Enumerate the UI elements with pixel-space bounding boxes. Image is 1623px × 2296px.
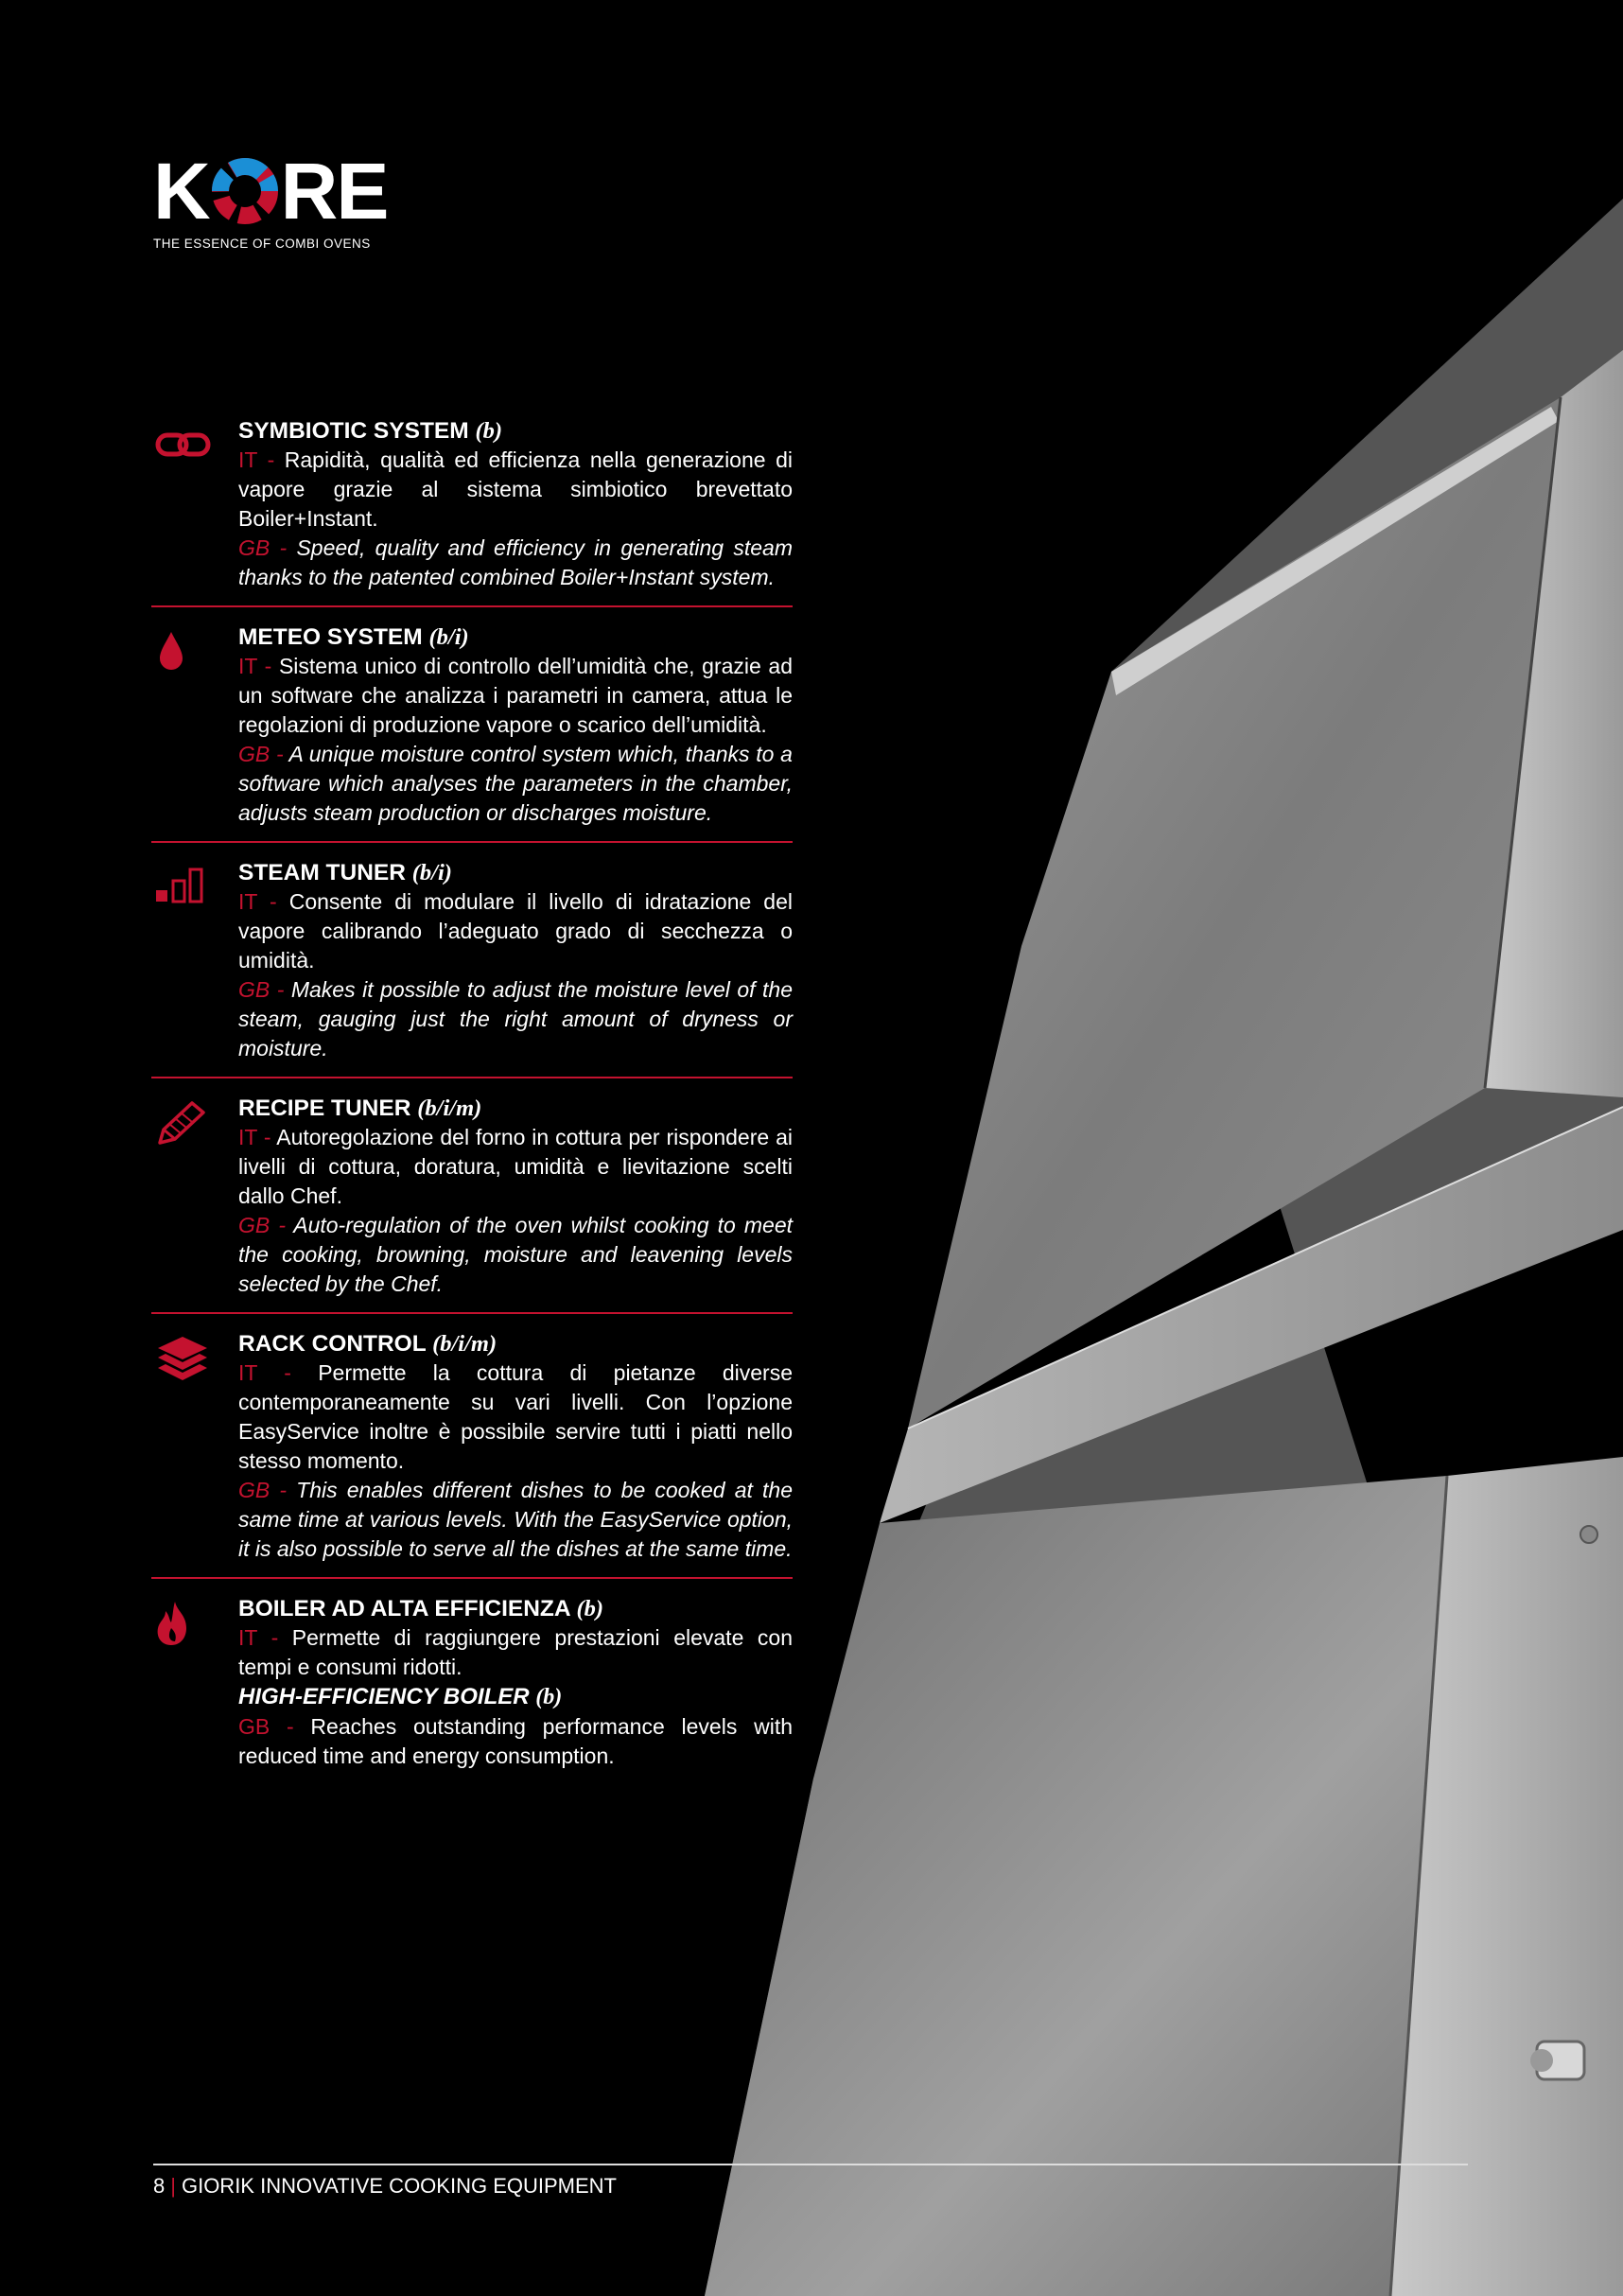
feature-text-gb: GB - Speed, quality and efficiency in generating steam thanks to the patented combined Boiler+Instant system.	[238, 535, 793, 589]
pencil-icon	[154, 1099, 213, 1147]
feature-rack-control	[151, 1329, 793, 1579]
logo-letters-re: RE	[280, 147, 388, 236]
logo-ring-icon	[211, 157, 279, 225]
feature-title: METEO SYSTEM (b/i)	[238, 624, 469, 650]
feature-title: RECIPE TUNER (b/i/m)	[238, 1095, 482, 1121]
feature-steam-tuner	[151, 858, 793, 1078]
feature-text-gb: GB - Auto-regulation of the oven whilst cooking to meet the cooking, browning, moisture and leavening levels selected by the Chef.	[238, 1213, 793, 1296]
feature-recipe-tuner	[151, 1094, 793, 1314]
feature-title: SYMBIOTIC SYSTEM (b)	[238, 418, 503, 444]
feature-title: STEAM TUNER (b/i)	[238, 860, 452, 885]
flame-icon	[154, 1600, 213, 1647]
chain-link-icon	[154, 422, 213, 469]
feature-text-it: IT - Permette la cottura di pietanze diverse contemporaneamente su vari livelli. Con l’opzione EasyService inoltre è possibile servire tutti i piatti nello stesso momento.	[238, 1360, 794, 1473]
footer-company: GIORIK INNOVATIVE COOKING EQUIPMENT	[181, 2174, 617, 2198]
feature-subtitle-gb: HIGH-EFFICIENCY BOILER (b)	[238, 1684, 563, 1709]
water-drop-icon	[154, 628, 213, 675]
feature-text-gb: GB - A unique moisture control system which, thanks to a software which analyses the parameters in the chamber, adjusts steam production or discharges moisture.	[238, 742, 793, 825]
feature-text-gb: GB - This enables different dishes to be cooked at the same time at various levels. With the EasyService option, it is also possible to serve all the dishes at the same time.	[238, 1478, 793, 1561]
page-number: 8	[153, 2174, 166, 2198]
feature-text-it: IT - Sistema unico di controllo dell’umidità che, grazie ad un software che analizza i parametri in camera, attua le regolazioni di produzione vapore o scarico dell’umidità.	[238, 654, 794, 737]
feature-text-it: IT - Autoregolazione del forno in cottura per rispondere ai livelli di cottura, doratura, umidità e lievitazione scelti dallo Chef.	[238, 1125, 793, 1208]
feature-symbiotic-system	[151, 416, 793, 607]
logo-wordmark	[153, 147, 399, 236]
feature-text-gb: GB - Makes it possible to adjust the moisture level of the steam, gauging just the right amount of dryness or moisture.	[238, 977, 793, 1060]
feature-text-it: IT - Consente di modulare il livello di idratazione del vapore calibrando l’adeguato grado di secchezza o umidità.	[238, 889, 793, 973]
kore-logo	[153, 147, 399, 251]
layers-icon	[154, 1335, 213, 1382]
level-bars-icon	[154, 864, 213, 911]
feature-boiler	[151, 1594, 793, 1784]
feature-title: BOILER AD ALTA EFFICIENZA (b)	[238, 1596, 604, 1621]
page-footer	[153, 2174, 617, 2199]
feature-text-gb: GB - Reaches outstanding performance levels with reduced time and energy consumption.	[238, 1714, 793, 1768]
footer-divider	[153, 2164, 1468, 2165]
features-list	[151, 416, 793, 1799]
feature-title: RACK CONTROL (b/i/m)	[238, 1331, 497, 1357]
feature-text-it: IT - Permette di raggiungere prestazioni elevate con tempi e consumi ridotti.	[238, 1625, 794, 1679]
logo-letter-k: K	[153, 147, 209, 236]
footer-separator: |	[170, 2174, 176, 2198]
feature-meteo-system	[151, 622, 793, 843]
feature-text-it: IT - Rapidità, qualità ed efficienza nella generazione di vapore grazie al sistema simbiotico brevettato Boiler+Instant.	[238, 447, 793, 531]
logo-tagline: THE ESSENCE OF COMBI OVENS	[153, 237, 371, 251]
